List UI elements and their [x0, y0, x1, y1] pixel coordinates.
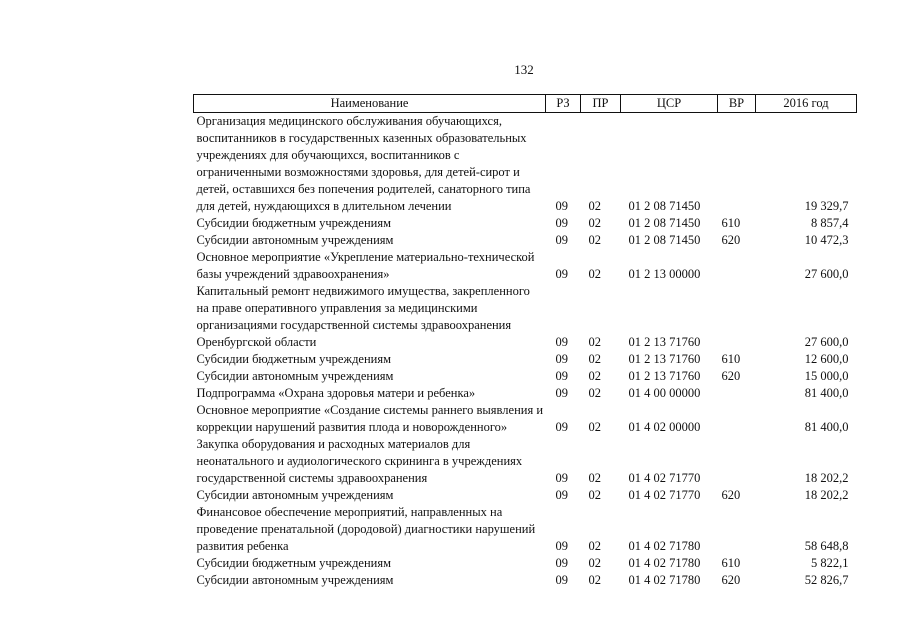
row-amount: 27 600,0 [804, 267, 849, 281]
row-pr: 02 [588, 369, 601, 383]
row-name: Подпрограмма «Охрана здоровья матери и ребенка» [196, 386, 476, 400]
row-csr: 01 4 02 00000 [628, 420, 701, 434]
row-vr [718, 402, 756, 436]
row-vr [718, 283, 756, 351]
row-rz: 09 [555, 267, 568, 281]
row-rz: 09 [555, 556, 568, 570]
row-pr: 02 [588, 233, 601, 247]
header-name: Наименование [194, 95, 546, 113]
row-name: Субсидии автономным учреждениям [196, 369, 394, 383]
row-rz: 09 [555, 369, 568, 383]
row-vr: 610 [721, 352, 741, 366]
header-pr: ПР [581, 95, 621, 113]
row-amount: 81 400,0 [804, 420, 849, 434]
row-name: Основное мероприятие «Создание системы раннего выявления и коррекции нарушений развития плода и новорожденного» [196, 403, 544, 434]
row-name: Субсидии бюджетным учреждениям [196, 216, 392, 230]
row-amount: 19 329,7 [804, 199, 849, 213]
table-row [194, 385, 857, 402]
row-pr: 02 [588, 488, 601, 502]
row-pr: 02 [588, 335, 601, 349]
header-year: 2016 год [756, 95, 857, 113]
row-name: Субсидии бюджетным учреждениям [196, 556, 392, 570]
row-csr: 01 2 13 71760 [628, 335, 701, 349]
row-name: Основное мероприятие «Укрепление материально-технической базы учреждений здравоохранения» [196, 250, 535, 281]
row-vr [718, 385, 756, 402]
row-pr: 02 [588, 539, 601, 553]
row-csr: 01 4 02 71780 [628, 556, 701, 570]
row-vr [718, 504, 756, 555]
row-vr: 610 [721, 216, 741, 230]
table-row [194, 351, 857, 368]
table-body [194, 113, 857, 590]
row-pr: 02 [588, 556, 601, 570]
table-row [194, 249, 857, 283]
row-pr: 02 [588, 267, 601, 281]
row-amount: 10 472,3 [804, 233, 849, 247]
table-row [194, 232, 857, 249]
row-csr: 01 4 02 71780 [628, 539, 701, 553]
row-rz: 09 [555, 199, 568, 213]
row-name: Финансовое обеспечение мероприятий, направленных на проведение пренатальной (дородовой) диагностики нарушений развития ребенка [196, 505, 536, 553]
row-csr: 01 2 08 71450 [628, 216, 701, 230]
row-amount: 81 400,0 [804, 386, 849, 400]
row-vr [718, 249, 756, 283]
header-vr: ВР [718, 95, 756, 113]
budget-table-container [193, 94, 856, 589]
row-vr: 620 [721, 488, 741, 502]
row-rz: 09 [555, 539, 568, 553]
row-csr: 01 2 08 71450 [628, 233, 701, 247]
table-row [194, 113, 857, 216]
row-name: Субсидии автономным учреждениям [196, 573, 394, 587]
row-amount: 58 648,8 [804, 539, 849, 553]
row-csr: 01 2 13 71760 [628, 352, 701, 366]
row-amount: 52 826,7 [804, 573, 849, 587]
row-csr: 01 4 00 00000 [628, 386, 701, 400]
row-csr: 01 4 02 71770 [628, 471, 701, 485]
row-csr: 01 4 02 71770 [628, 488, 701, 502]
row-vr [718, 436, 756, 487]
table-row [194, 436, 857, 487]
row-rz: 09 [555, 352, 568, 366]
header-rz: РЗ [546, 95, 581, 113]
row-rz: 09 [555, 488, 568, 502]
row-vr: 610 [721, 556, 741, 570]
row-amount: 18 202,2 [804, 488, 849, 502]
table-header-row [194, 95, 857, 113]
table-row [194, 283, 857, 351]
row-pr: 02 [588, 573, 601, 587]
row-name: Субсидии бюджетным учреждениям [196, 352, 392, 366]
row-amount: 18 202,2 [804, 471, 849, 485]
row-vr: 620 [721, 233, 741, 247]
row-pr: 02 [588, 216, 601, 230]
page-number: 132 [514, 62, 534, 77]
row-pr: 02 [588, 199, 601, 213]
table-row [194, 215, 857, 232]
table-row [194, 504, 857, 555]
row-name: Закупка оборудования и расходных материалов для неонатального и аудиологического скрининга в учреждениях государственной системы здравоохранения [196, 437, 523, 485]
table-row [194, 487, 857, 504]
row-pr: 02 [588, 471, 601, 485]
row-csr: 01 4 02 71780 [628, 573, 701, 587]
row-vr: 620 [721, 369, 741, 383]
row-rz: 09 [555, 216, 568, 230]
row-vr [718, 113, 756, 216]
row-name: Субсидии автономным учреждениям [196, 233, 394, 247]
row-csr: 01 2 13 00000 [628, 267, 701, 281]
row-rz: 09 [555, 420, 568, 434]
row-name: Капитальный ремонт недвижимого имущества, закрепленного на праве оперативного управления за медицинскими организациями государственной системы здравоохранения Оренбургской области [196, 284, 530, 349]
header-csr: ЦСР [621, 95, 718, 113]
row-vr: 620 [721, 573, 741, 587]
row-amount: 5 822,1 [811, 556, 849, 570]
row-pr: 02 [588, 386, 601, 400]
table-row [194, 572, 857, 589]
row-rz: 09 [555, 471, 568, 485]
row-rz: 09 [555, 386, 568, 400]
row-amount: 15 000,0 [804, 369, 849, 383]
table-row [194, 368, 857, 385]
row-name: Субсидии автономным учреждениям [196, 488, 394, 502]
row-rz: 09 [555, 573, 568, 587]
row-csr: 01 2 13 71760 [628, 369, 701, 383]
row-rz: 09 [555, 233, 568, 247]
row-amount: 8 857,4 [811, 216, 849, 230]
table-row [194, 402, 857, 436]
row-rz: 09 [555, 335, 568, 349]
row-csr: 01 2 08 71450 [628, 199, 701, 213]
table-row [194, 555, 857, 572]
row-amount: 27 600,0 [804, 335, 849, 349]
row-amount: 12 600,0 [804, 352, 849, 366]
row-name: Организация медицинского обслуживания обучающихся, воспитанников в государственных казенных образовательных учреждениях для обучающихся, воспитанников с ограниченными возможностями здоровья, для детей-сирот и детей, оставшихся без попечения родителей, санаторного типа для детей, нуждающихся в длительном лечении [196, 114, 531, 213]
table-header [194, 95, 857, 113]
budget-table [193, 94, 857, 589]
row-pr: 02 [588, 352, 601, 366]
row-pr: 02 [588, 420, 601, 434]
